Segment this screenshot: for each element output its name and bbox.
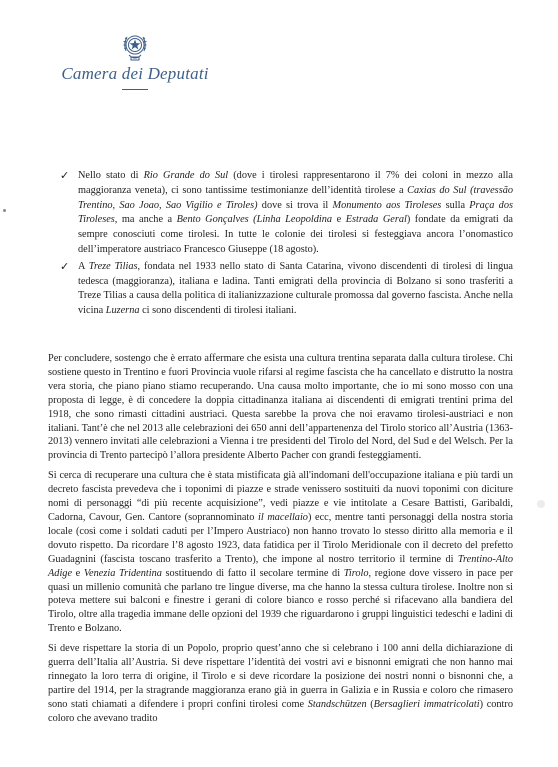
text-run: Per concludere, sostengo che è errato affermare che esista una cultura trentina separata dalla cultura tirolese. Chi sostiene questo in Trentino e fuori Provincia vuole rifarsi al regime fascista che ha cancellato e distrutto la nostra vera storia, che piano piano stiamo recuperando. Una causa molto importante, che io mi sono mosso con una proposta di legge, è di concedere la doppia cittadinanza italiana ai discendenti di emigrati trentini prima del 1918, che sono rimasti cittadini austriaci. Questa sarebbe la prova che noi eravamo tirolesi-austriaci e non italiani. Tant’è che nel 2013 alle celebrazioni dei 650 anni dell’appartenenza del Tirolo storico all’Austria (1363-2013) vennero invitati alle celebrazioni a Vienna i tre presidenti del Tirolo del Nord, del Sud e del Welsch. Per la provincia di Trento partecipò l’allora presidente Alberto Pacher con grandi festeggiamenti.: [48, 353, 513, 462]
italic-run: Caxias do Sul (travessão Trentino, Sao Joao, Sao Vigilio e Tiroles): [78, 184, 513, 211]
text-run: , fondata nel 1933 nello stato di Santa Catarina, vivono discendenti di tirolesi di lingua tedesca (maggioranza), italiana e ladina. Tanti emigrati della provincia di Bolzano si sono trasferiti a Treze Tilias a causa della politica di italianizzazione culturale promossa dal governo fascista. Anche nella vicina: [78, 260, 513, 317]
text-run: (: [366, 698, 374, 710]
text-run: sulla: [441, 199, 470, 211]
italic-run: Luzerna: [105, 305, 140, 317]
text-run: A: [78, 260, 89, 272]
italic-run: Treze Tilias: [88, 260, 138, 272]
paragraph-conclusion: [48, 352, 513, 463]
text-run: ma anche a: [117, 214, 177, 226]
text-run: ci sono discendenti di tirolesi italiani.: [139, 305, 297, 317]
italic-run: Venezia Tridentina: [83, 567, 162, 579]
text-run: e: [332, 214, 346, 226]
bullet-list: [58, 169, 513, 321]
italic-run: il macellaio: [258, 511, 308, 523]
bullet-item-rio-grande: [58, 169, 513, 258]
text-run: (dove i tirolesi rappresentarono il 7% dei coloni in mezzo alla maggioranza veneta), ci sono tantissime testimonianze dell’identità tirolese a: [78, 170, 513, 196]
bullet-text: [78, 170, 513, 255]
text-run: Si deve rispettare la storia di un Popolo, proprio quest’anno che si celebrano i 100 anni della dichiarazione di guerra dell’Italia all’Austria. Si deve rispettare l’identità dei vostri avi e bisnonni emigrati che non hanno mai rinnegato la loro terra di origine, il Tirolo e si deve ricordare la posizione dei nostri nonni o bisnonni che, a partire del 1914, per la stragrande maggioranza erano già in guerra in Galizia e in Russia e coloro che rimasero sono stati chiamati a difendere i propri confini tirolesi come: [48, 643, 513, 710]
text-run: ) fondate da emigrati da sempre conosciuti come tirolesi. In tutte le colonie dei tirolesi si festeggiava ancora l’onomastico dell’imperatore austriaco Francesco Giuseppe (18 agosto).: [78, 214, 513, 255]
italic-run: Estrada Geral: [345, 214, 407, 226]
letterhead-title: Camera dei Deputati: [61, 64, 209, 83]
checkmark-icon: ✓: [60, 169, 70, 182]
text-run: ) ecc, mentre tanti personaggi della nostra storia locale (così come i soldati caduti per l’Impero Austriaco) non hanno trovato lo stesso diritto alla memoria e il dovuto rispetto. Da ricordare l’8 agosto 1923, data fatidica per il Tirolo Meridionale con il decreto del prefetto Guadagnini (fascista toscano trasferito a Trento), che impone al nostro territorio il termine di: [48, 511, 513, 565]
margin-mark: [3, 209, 6, 212]
text-run: sostituendo di fatto il secolare termine di: [161, 567, 344, 579]
bullet-item-treze-tilias: [58, 260, 513, 319]
italic-run: Monumento aos Tiroleses: [332, 199, 442, 211]
paragraph-history: [48, 642, 513, 725]
italic-run: Bento Gonçalves (Linha Leopoldina: [176, 214, 333, 226]
text-run: Nello stato di: [78, 170, 144, 181]
letterhead-divider: [122, 89, 148, 90]
text-run: e: [72, 567, 84, 579]
republic-emblem-icon: [120, 30, 150, 64]
text-run: Si cerca di recuperare una cultura che è stata mistificata già all'indomani dell'occupazione italiana e più tardi un decreto fascista prevedeva che i toponimi di piazze e strade venissero sostituiti da nuovi toponimi con diciture nomi di personaggi “di più recente acquisizione”, vedi piazze e vie intitolate a Cesare Battisti, Garibaldi, Cadorna, Cavour, Gen. Cantore (soprannominato: [48, 470, 513, 523]
letterhead: [60, 30, 210, 90]
body-text: [48, 352, 513, 732]
italic-run: Tirolo: [343, 567, 369, 579]
text-run: , regione dove vissero in pace per quasi un millenio comunità che parlano tre lingue diverse, ma che hanno la stessa cultura tirolese. Inoltre non si poteva mettere sui balconi e finestre i gerani di colore bianco e rosso perché si rifacevano alla bandiera del Tirolo, oltre alla tragedia immane delle opzioni del 1939 che riguardarono i gruppi linguistici tedeschi e ladini di Trento e Bolzano.: [48, 567, 513, 635]
italic-run: Standschützen: [307, 698, 367, 710]
italic-run: Trentino-Alto Adige: [48, 553, 513, 579]
italic-run: Rio Grande do Sul: [143, 170, 229, 181]
paragraph-recovery: [48, 469, 513, 636]
checkmark-icon: ✓: [60, 259, 70, 273]
text-run: ) contro coloro che avevano tradito: [48, 698, 513, 724]
italic-run: Bersaglieri immatricolati: [373, 698, 480, 710]
italic-run: Praça dos Tiroleses,: [78, 199, 513, 226]
bullet-text: [78, 261, 513, 316]
punch-hole: [537, 500, 545, 508]
text-run: dove si trova il: [257, 199, 333, 211]
